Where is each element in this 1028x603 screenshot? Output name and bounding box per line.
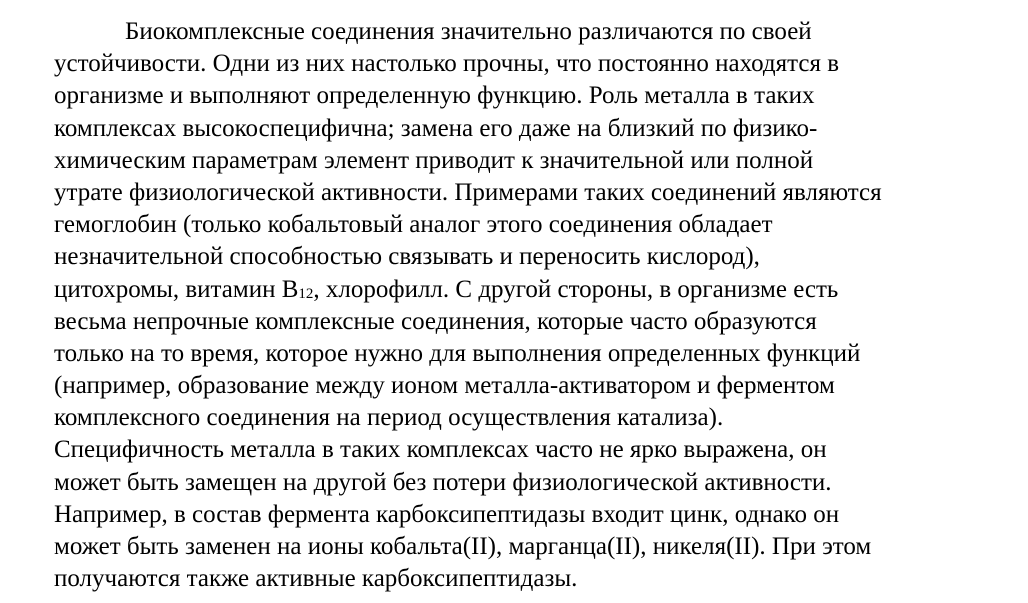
text-line-16: Например, в состав фермента карбоксипептидазы входит цинк, однако он xyxy=(54,500,840,528)
text-line-5: химическим параметрам элемент приводит к значительной или полной xyxy=(54,146,814,174)
body-paragraph xyxy=(54,16,1014,595)
text-line-9-before: цитохромы, витамин B xyxy=(54,275,299,303)
text-line-3: организме и выполняют определенную функцию. Роль металла в таких xyxy=(54,82,815,110)
text-line-17: может быть заменен на ионы кобальта(II), марганца(II), никеля(II). При этом xyxy=(54,533,872,560)
vitamin-subscript: 12 xyxy=(298,285,314,302)
text-line-9-after: , хлорофилл. С другой стороны, в организме есть xyxy=(313,275,839,303)
text-line-10: весьма непрочные комплексные соединения, которые часто образуются xyxy=(54,307,817,335)
text-line-11: только на то время, которое нужно для выполнения определенных функций xyxy=(54,339,861,367)
text-line-18: получаются также активные карбоксипептидазы. xyxy=(54,565,578,593)
text-line-1: Биокомплексные соединения значительно различаются по своей xyxy=(125,18,812,45)
text-line-9 xyxy=(54,274,1014,306)
text-line-13: комплексного соединения на период осуществления катализа). xyxy=(54,404,724,432)
text-line-7: гемоглобин (только кобальтовый аналог этого соединения обладает xyxy=(54,211,773,239)
text-line-4: комплексах высокоспецифична; замена его даже на близкий по физико- xyxy=(54,114,818,142)
document-page xyxy=(54,16,1014,595)
text-line-15: может быть замещен на другой без потери физиологической активности. xyxy=(54,468,832,496)
text-line-8: незначительной способностью связывать и переносить кислород), xyxy=(54,243,760,271)
text-line-2: устойчивости. Одни из них настолько прочны, что постоянно находятся в xyxy=(54,50,840,78)
text-line-6: утрате физиологической активности. Примерами таких соединений являются xyxy=(54,178,882,206)
text-line-14: Специфичность металла в таких комплексах часто не ярко выражена, он xyxy=(54,436,827,464)
text-line-12: (например, образование между ионом металла-активатором и ферментом xyxy=(54,372,835,400)
